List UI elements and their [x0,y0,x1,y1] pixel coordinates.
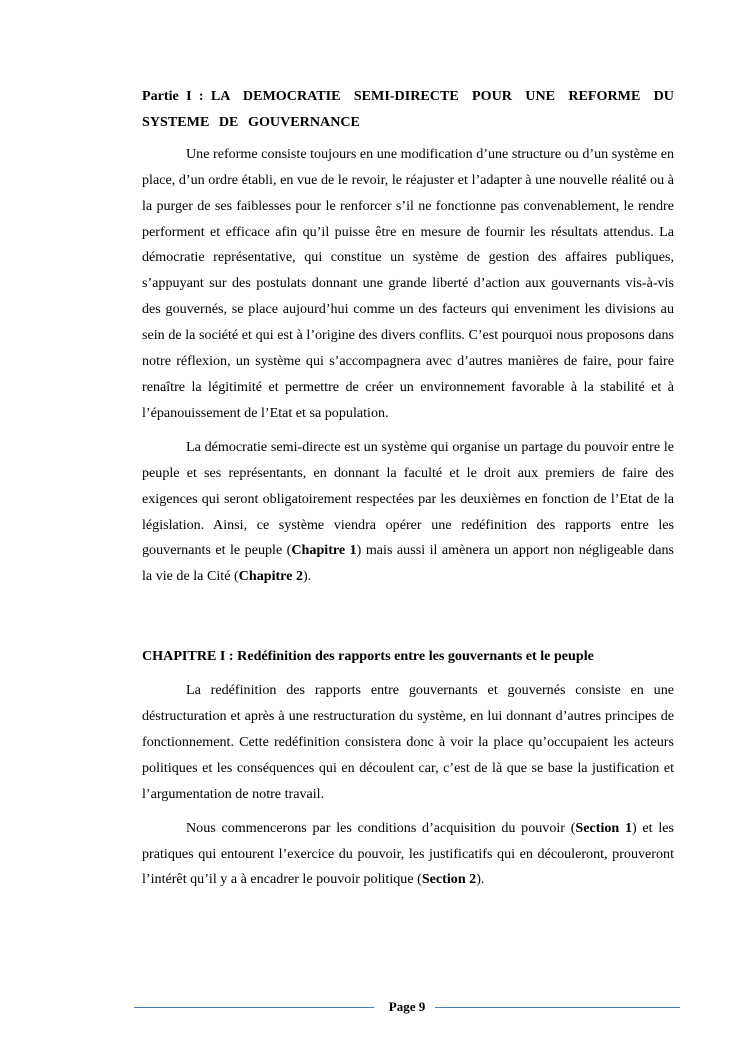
paragraph-2-text-a: La démocratie semi-directe est un système qui organise un partage du pouvoir entre le peuple et ses représentants, en donnant la faculté et le droit aux premiers de faire des exigences qui seront obligatoirement respectées par les deuxièmes en fonction de l’Etat de la législation. Ainsi, ce système viendra opérer une redéfinition des rapports entre les gouvernants et le peuple ( [142,438,674,559]
footer-rule-right [435,1007,680,1008]
paragraph-2 [142,435,674,590]
page-body [142,84,674,901]
paragraph-2-text-c: ). [303,568,312,585]
part-label: Partie I : [142,88,211,104]
paragraph-4 [142,816,674,894]
part-heading [142,84,674,136]
page-footer [134,997,680,1017]
paragraph-4-text-b: ) et les pratiques qui entourent l’exercice du pouvoir, les justificatifs qui en découleront, prouveront l’intérêt qu’il y a à encadrer le pouvoir politique ( [142,819,674,888]
section-1-reference: Section 1 [575,819,633,836]
footer-rule-left [134,1007,374,1008]
paragraph-4-text-a: Nous commencerons par les conditions d’acquisition du pouvoir ( [186,819,576,836]
paragraph-2-text-b: ) mais aussi il amènera un apport non négligeable dans la vie de la Cité ( [142,542,674,585]
section-2-reference: Section 2 [421,871,477,888]
part-title: LA DEMOCRATIE SEMI-DIRECTE POUR UNE REFORME DU SYSTEME DE GOUVERNANCE [142,88,674,130]
paragraph-1: Une reforme consiste toujours en une modification d’une structure ou d’un système en place, d’un ordre établi, en vue de le revoir, le réajuster et l’adapter à une nouvelle réalité ou à la purger de ses faiblesses pour le renforcer s’il ne fonctionne pas convenablement, le rendre performent et efficace afin qu’il puisse être en mesure de fournir les résultats attendus. La démocratie représentative, qui constitue un système de gestion des affaires publiques, s’appuyant sur des postulats donnant une grande liberté d’action aux gouvernants vis-à-vis des gouvernés, se place aujourd’hui comme un des facteurs qui enveniment les divisions au sein de la société et qui est à l’origine des divers conflits. C’est pourquoi nous proposons dans notre réflexion, un système qui s’accompagnera avec d’autres manières de faire, pour faire renaître la légitimité et permettre de créer un environnement favorable à la stabilité et à l’épanouissement de l’Etat et sa population. [142,145,674,421]
page-number: Page 9 [388,999,426,1014]
chapter-1-reference: Chapitre 1 [291,542,357,559]
paragraph-3: La redéfinition des rapports entre gouvernants et gouvernés consiste en une déstructuration et après à une restructuration du système, en lui donnant d’autres principes de fonctionnement. Cette redéfinition consistera donc à voir la place qu’occupaient les acteurs politiques et les conséquences qui en découlent car, c’est de là que se base la justification et l’argumentation de notre travail. [142,682,674,802]
paragraph-4-text-c: ). [476,871,485,888]
chapter-2-reference: Chapitre 2 [238,568,304,585]
chapter-heading: CHAPITRE I : Redéfinition des rapports entre les gouvernants et le peuple [142,648,594,665]
